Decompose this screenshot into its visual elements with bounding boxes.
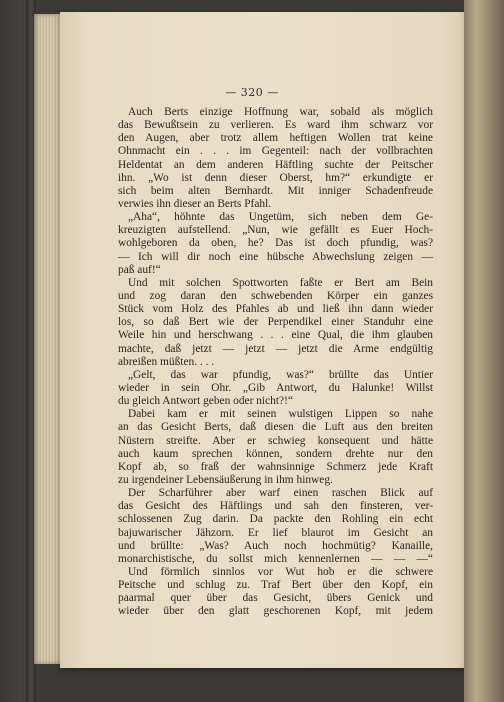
text-line: den Augen, aber trotz allem heftigen Wollen trat keine bbox=[118, 132, 433, 145]
text-line: wieder in sein Ohr. „Gib Antwort, du Halunke! Willst bbox=[118, 381, 433, 394]
text-line: Und förmlich sinnlos vor Wut hob er die schwere bbox=[128, 565, 433, 578]
text-line: auch kaum sprechen können, sondern drehte nur den bbox=[118, 447, 433, 460]
text-line: — Ich will dir noch eine hübsche Abwechslung zeigen — bbox=[118, 250, 433, 263]
text-line: los, so daß Bert wie der Perpendikel einer Standuhr eine bbox=[118, 316, 433, 329]
text-line: du gleich Antwort geben oder nicht?!“ bbox=[118, 395, 293, 408]
page-number: — 320 — bbox=[225, 86, 279, 99]
text-line: „Aha“, höhnte das Ungetüm, sich neben dem Ge- bbox=[128, 211, 433, 224]
text-line: das Gesicht des Häftlings und sah den finsteren, ver- bbox=[118, 500, 433, 513]
text-line: zu irgendeiner Lebensäußerung in ihm hinweg. bbox=[118, 473, 333, 486]
text-line: ihn. „Wo ist denn dieser Oberst, hm?“ erkundigte er bbox=[118, 171, 433, 184]
text-line: wieder über den glatt geschorenen Kopf, mit jedem bbox=[118, 605, 433, 618]
text-line: verwies ihn dieser an Berts Pfahl. bbox=[118, 197, 272, 210]
text-line: Dabei kam er mit seinen wulstigen Lippen so nahe bbox=[128, 408, 433, 421]
text-line: paarmal quer über das Gesicht, übers Genick und bbox=[118, 592, 433, 605]
text-line: Kopf ab, so fraß der wahnsinnige Schmerz jede Kraft bbox=[118, 460, 433, 473]
body-text bbox=[118, 106, 433, 618]
facing-page-edge bbox=[464, 0, 504, 702]
text-line: schlossenen Zug darin. Da packte den Rohling ein echt bbox=[118, 513, 433, 526]
text-line: bajuwarischer Jähzorn. Er lief blaurot im Gesicht an bbox=[118, 526, 433, 539]
text-line: Auch Berts einzige Hoffnung war, sobald als möglich bbox=[128, 106, 433, 118]
text-line: an das Gesicht Berts, daß diesen die Luft aus den breiten bbox=[118, 421, 433, 434]
text-line: machte, daß jetzt — jetzt — jetzt die Arme endgültig bbox=[118, 342, 433, 355]
text-line: monarchistische, du sollst mich kennenlernen — — —“ bbox=[118, 552, 433, 565]
text-line: paß auf!“ bbox=[118, 263, 161, 276]
text-line: kreuzigten aufstellend. „Nun, wie gefällt es Euer Hoch- bbox=[118, 224, 433, 237]
text-line: Heldentat an dem anderen Häftling suchte der Peitscher bbox=[118, 158, 433, 171]
page-stack-edge bbox=[34, 14, 62, 664]
text-line: sich beim alten Bernhardt. Mit inniger Schadenfreude bbox=[118, 184, 433, 197]
text-line: das Bewußtsein zu verlieren. Es ward ihm schwarz vor bbox=[118, 119, 433, 132]
text-line: wohlgeboren da oben, he? Das ist doch pfundig, was? bbox=[118, 237, 433, 250]
text-line: Ohnmacht ein . . . im Gegenteil: nach der vollbrachten bbox=[118, 145, 433, 158]
text-line: und brüllte: „Was? Auch noch hochmütig? Kanaille, bbox=[118, 539, 433, 552]
text-line: Nüstern streifte. Aber er schwieg konsequent und hätte bbox=[118, 434, 433, 447]
text-line: Stück vom Holz des Pfahles ab und ließ ihn dann wieder bbox=[118, 303, 433, 316]
text-line: Und mit solchen Spottworten faßte er Bert am Bein bbox=[128, 276, 433, 289]
text-line: abreißen müßten. . . . bbox=[118, 355, 215, 368]
text-line: Weile hin und herschwang . . . eine Qual, die ihm glauben bbox=[118, 329, 433, 342]
text-line: Der Scharführer aber warf einen raschen Blick auf bbox=[128, 487, 433, 500]
text-line: „Gelt, das war pfundig, was?“ brüllte das Untier bbox=[128, 368, 433, 381]
text-line: Peitsche und schlug zu. Traf Bert über den Kopf, ein bbox=[118, 579, 433, 592]
text-line: und zog daran den schwebenden Körper ein ganzes bbox=[118, 289, 433, 302]
